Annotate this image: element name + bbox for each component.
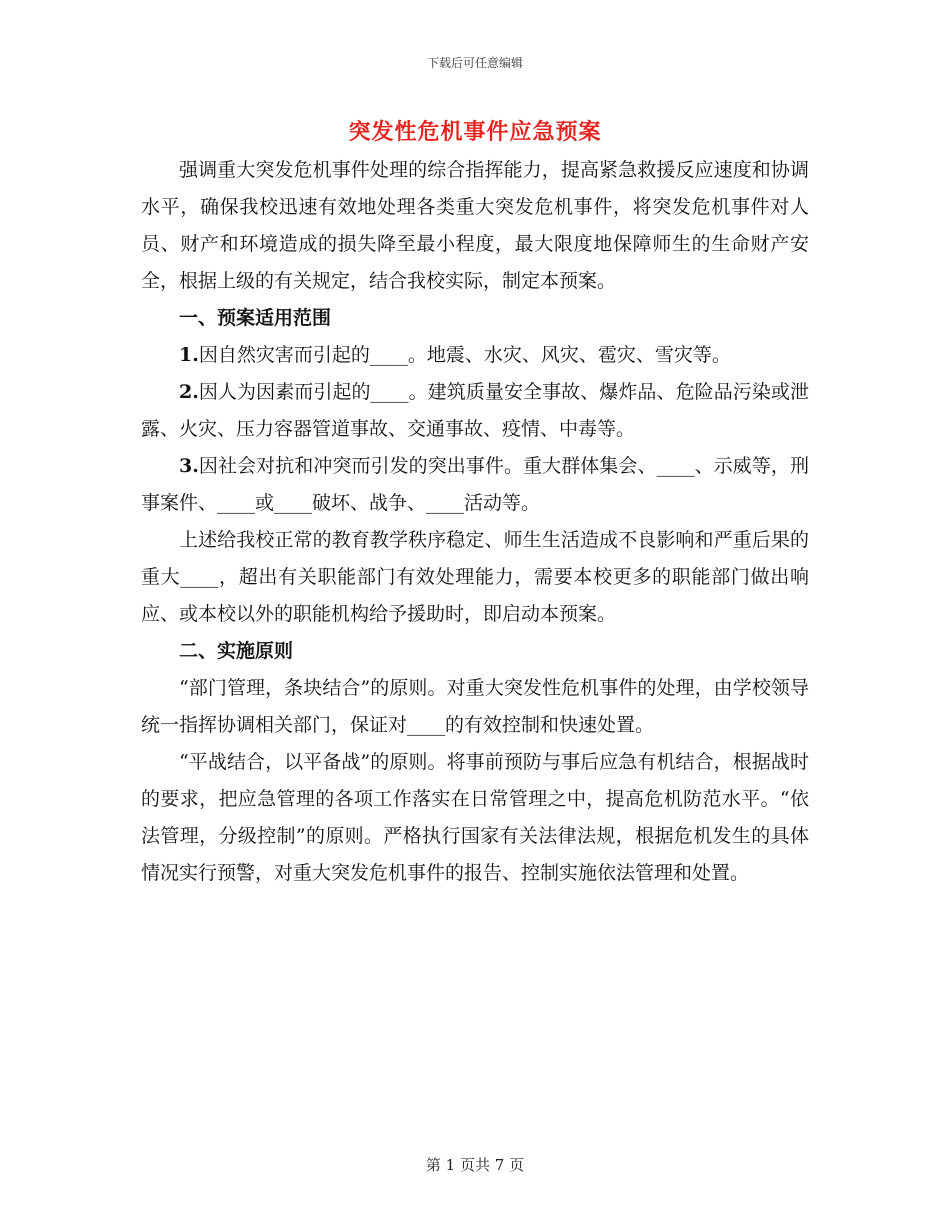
item-number: 3. bbox=[179, 455, 199, 477]
section-heading-principles: 二、实施原则 bbox=[179, 640, 294, 662]
document-body bbox=[141, 152, 809, 892]
item-text: 因社会对抗和冲突而引发的突出事件。重大群体集会、____、示威等，刑事案件、____或____破坏、战争、____活动等。 bbox=[141, 455, 809, 514]
scope-item-1 bbox=[141, 337, 809, 374]
principle-paragraph-1: “部门管理，条块结合”的原则。对重大突发性危机事件的处理，由学校领导统一指挥协调相关部门，保证对____的有效控制和快速处置。 bbox=[141, 677, 809, 736]
item-text: 因自然灾害而引起的____。地震、水灾、风灾、雹灾、雪灾等。 bbox=[198, 344, 731, 366]
principle-paragraph-2: “平战结合，以平备战”的原则。将事前预防与事后应急有机结合，根据战时的要求，把应急管理的各项工作落实在日常管理之中，提高危机防范水平。“依法管理，分级控制”的原则。严格执行国家有关法律法规，根据危机发生的具体情况实行预警，对重大突发危机事件的报告、控制实施依法管理和处置。 bbox=[141, 751, 809, 884]
scope-item-2 bbox=[141, 374, 809, 448]
scope-summary: 上述给我校正常的教育教学秩序稳定、师生生活造成不良影响和严重后果的重大____，超出有关职能部门有效处理能力，需要本校更多的职能部门做出响应、或本校以外的职能机构给予援助时，即启动本预案。 bbox=[141, 529, 809, 625]
scope-item-3 bbox=[141, 448, 809, 522]
document-title: 突发性危机事件应急预案 bbox=[348, 120, 602, 145]
intro-paragraph: 强调重大突发危机事件处理的综合指挥能力，提高紧急救援反应速度和协调水平，确保我校迅速有效地处理各类重大突发危机事件，将突发危机事件对人员、财产和环境造成的损失降至最小程度，最大限度地保障师生的生命财产安全，根据上级的有关规定，结合我校实际，制定本预案。 bbox=[141, 159, 809, 292]
page-number: 第 1 页共 7 页 bbox=[425, 1156, 525, 1174]
item-number: 2. bbox=[179, 381, 199, 403]
item-number: 1. bbox=[179, 344, 199, 366]
item-text: 因人为因素而引起的____。建筑质量安全事故、爆炸品、危险品污染或泄露、火灾、压力容器管道事故、交通事故、疫情、中毒等。 bbox=[141, 381, 809, 440]
section-heading-scope: 一、预案适用范围 bbox=[179, 307, 332, 329]
header-note: 下载后可任意编辑 bbox=[426, 56, 523, 70]
